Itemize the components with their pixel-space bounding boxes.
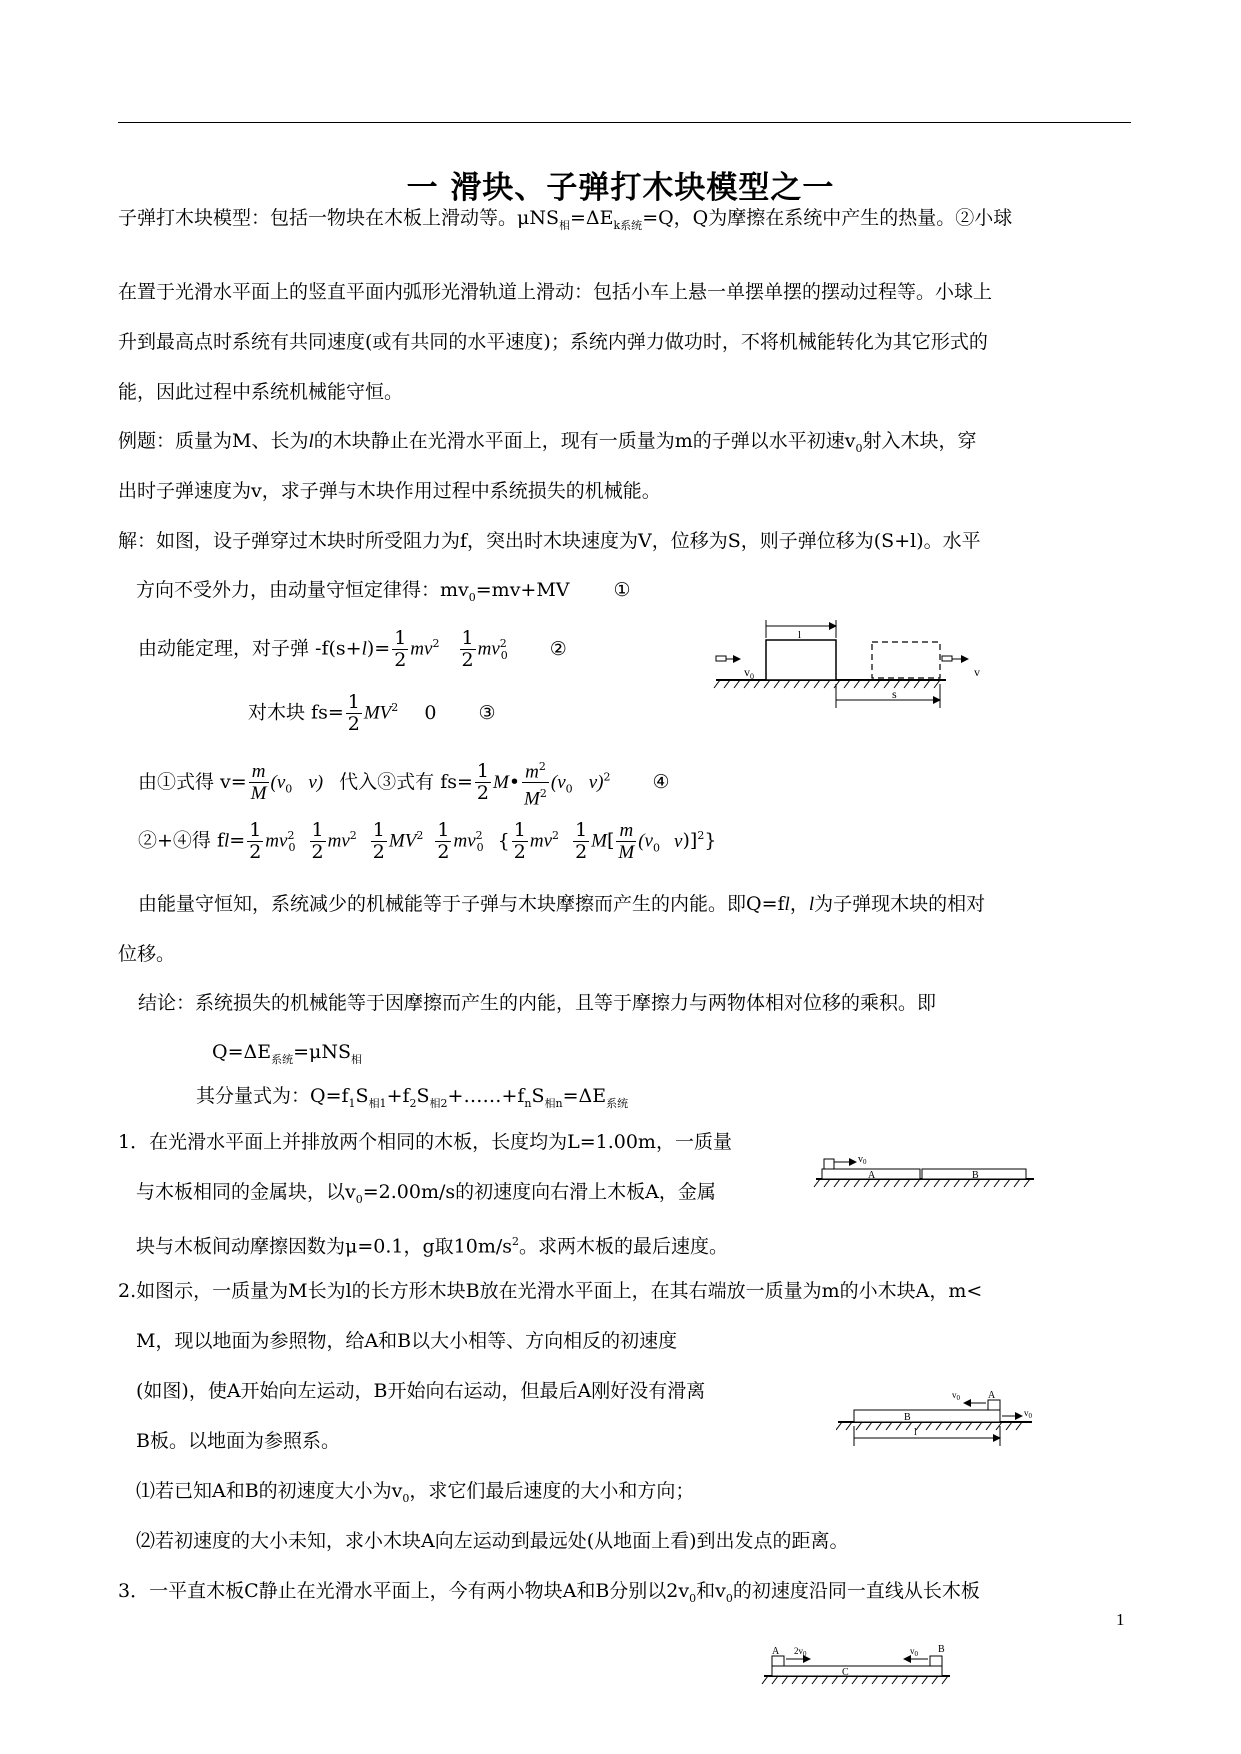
svg-text:A: A bbox=[772, 1646, 780, 1657]
block-b bbox=[930, 1656, 942, 1666]
svg-text:A: A bbox=[988, 1390, 996, 1401]
svg-text:s: s bbox=[892, 687, 897, 701]
equation-2: 由动能定理，对子弹 -f(s+l)= $\frac{1}{2}$ $mv^2$ $\frac{1}{2}$ $mv^2_0$ ② bbox=[138, 627, 567, 671]
problem-2-question-1: ⑴若已知A和B的初速度大小为$v_0$，求它们最后速度的大小和方向； bbox=[136, 1480, 695, 1505]
svg-text:v0: $v_0$ bbox=[910, 1646, 918, 1658]
conclusion-line: 结论：系统损失的机械能等于因摩擦而产生的内能，且等于摩擦力与两物体相对位移的乘积。即 bbox=[138, 992, 937, 1014]
problem-2-line-4: B板。以地面为参照系。 bbox=[136, 1430, 340, 1452]
board-b bbox=[854, 1410, 1000, 1422]
intro-line-3: 升到最高点时系统有共同速度(或有共同的水平速度)；系统内弹力做功时，不将机械能转化为其它形式的 bbox=[118, 331, 988, 353]
problem-2-line-1: 2.如图示，一质量为M长为l的长方形木块B放在光滑水平面上，在其右端放一质量为m的小木块A，m< bbox=[118, 1280, 983, 1302]
q-formula: $Q=\Delta E_{系统}=\mu NS_相$ bbox=[212, 1041, 363, 1066]
bullet-block-figure bbox=[706, 612, 1006, 714]
svg-text:B: B bbox=[972, 1170, 979, 1181]
board-c bbox=[772, 1666, 942, 1676]
svg-text:B: B bbox=[904, 1412, 911, 1423]
problem-2-line-2: M，现以地面为参照物，给A和B以大小相等、方向相反的初速度 bbox=[136, 1330, 678, 1352]
problem-1-line-3: 块与木板间动摩擦因数为μ=0.1，g取$10m/s^2$。求两木板的最后速度。 bbox=[136, 1235, 729, 1258]
board-two-blocks-figure bbox=[760, 1640, 960, 1688]
svg-text:2v0: $2v_0$ bbox=[794, 1646, 807, 1658]
problem-1-line-2: 与木板相同的金属块，以$v_0=2.00m/s$的初速度向右滑上木板A，金属 bbox=[136, 1181, 716, 1206]
metal-block bbox=[824, 1159, 834, 1169]
solution-line-1: 解：如图，设子弹穿过木块时所受阻力为f，突出时木块速度为V，位移为S，则子弹位移为(S+l)。水平 bbox=[118, 530, 981, 552]
block-a bbox=[772, 1656, 784, 1666]
svg-text:v0: $v_0$ bbox=[952, 1390, 960, 1402]
two-boards-figure bbox=[812, 1143, 1038, 1195]
svg-text:v: v bbox=[974, 665, 980, 679]
problem-2-line-3: (如图)，使A开始向左运动，B开始向右运动，但最后A刚好没有滑离 bbox=[136, 1380, 706, 1402]
solution-line-2: 方向不受外力，由动量守恒定律得：$mv_0=mv+MV$ ① bbox=[136, 579, 631, 604]
block-final-position bbox=[872, 642, 940, 678]
svg-text:C: C bbox=[842, 1667, 849, 1678]
equation-5: ②+④得 fl= $\frac{1}{2}$ $mv^2_0$ $\frac{1}{2}$ $mv^2$ $\frac{1}{2}$ $MV^2$ $\frac{1}{2}$ $mv^2_0$ { $\frac{1}{2}$ $mv^2$ $\frac{1}{2}$ M[ $\frac{m}{M}$ ($v_0$ v)]$^2$} bbox=[138, 819, 717, 863]
svg-text:l: l bbox=[914, 1427, 917, 1438]
svg-text:v0: $v_0$ bbox=[1024, 1408, 1032, 1420]
example-line-1: 例题：质量为M、长为l的木块静止在光滑水平面上，现有一质量为m的子弹以水平初速$v_0$射入木块，穿 bbox=[118, 430, 977, 455]
component-formula: 其分量式为：$Q=f_1S_{相1}+f_2S_{相2}+\dots\dots+f_nS_{相n}=\Delta E_{系统}$ bbox=[196, 1085, 629, 1110]
svg-text:B: B bbox=[938, 1644, 945, 1655]
problem-2-question-2: ⑵若初速度的大小未知，求小木块A向左运动到最远处(从地面上看)到出发点的距离。 bbox=[136, 1530, 849, 1552]
energy-line-1: 由能量守恒知，系统减少的机械能等于子弹与木块摩擦而产生的内能。即Q=fl，l为子弹现木块的相对 bbox=[138, 893, 986, 915]
block-on-board-figure bbox=[836, 1380, 1046, 1450]
block-a bbox=[988, 1400, 1000, 1410]
page-title: 一 滑块、子弹打木块模型之一 bbox=[406, 170, 835, 206]
svg-text:v0: $v_0$ bbox=[858, 1154, 867, 1166]
intro-line-4: 能，因此过程中系统机械能守恒。 bbox=[118, 381, 404, 403]
problem-3-line-1: 3．一平直木板C静止在光滑水平面上，今有两小物块A和B分别以$2v_0$和$v_0$的初速度沿同一直线从长木板 bbox=[118, 1580, 980, 1605]
wood-block bbox=[766, 640, 836, 680]
problem-1-line-1: 1．在光滑水平面上并排放两个相同的木板，长度均为L=1.00m，一质量 bbox=[118, 1131, 732, 1153]
intro-line-2: 在置于光滑水平面上的竖直平面内弧形光滑轨道上滑动：包括小车上悬一单摆单摆的摆动过程等。小球上 bbox=[118, 281, 993, 303]
header-rule bbox=[118, 122, 1131, 123]
intro-line-1: 子弹打木块模型：包括一物块在木板上滑动等。$\mu NS_相=\Delta E_{k系统}=Q$，Q为摩擦在系统中产生的热量。②小球 bbox=[118, 207, 1013, 232]
ground-hatch bbox=[714, 680, 940, 688]
page-number: 1 bbox=[1116, 1610, 1125, 1629]
equation-3: 对木块 fs= $\frac{1}{2}$ $MV^2$ 0 ③ bbox=[248, 691, 496, 735]
equation-4: 由①式得 v= $\frac{m}{M}$ ($v_0$ v) 代入③式有 fs= $\frac{1}{2}$ M• $\frac{m^2}{M^2}$ ($v_0$ v)$^2$ ④ bbox=[138, 756, 670, 810]
svg-text:v0: $v_0$ bbox=[744, 665, 754, 681]
svg-text:A: A bbox=[868, 1170, 876, 1181]
block-length-label: l bbox=[798, 629, 802, 641]
energy-line-2: 位移。 bbox=[118, 943, 176, 965]
example-line-2: 出时子弹速度为v，求子弹与木块作用过程中系统损失的机械能。 bbox=[118, 480, 661, 502]
